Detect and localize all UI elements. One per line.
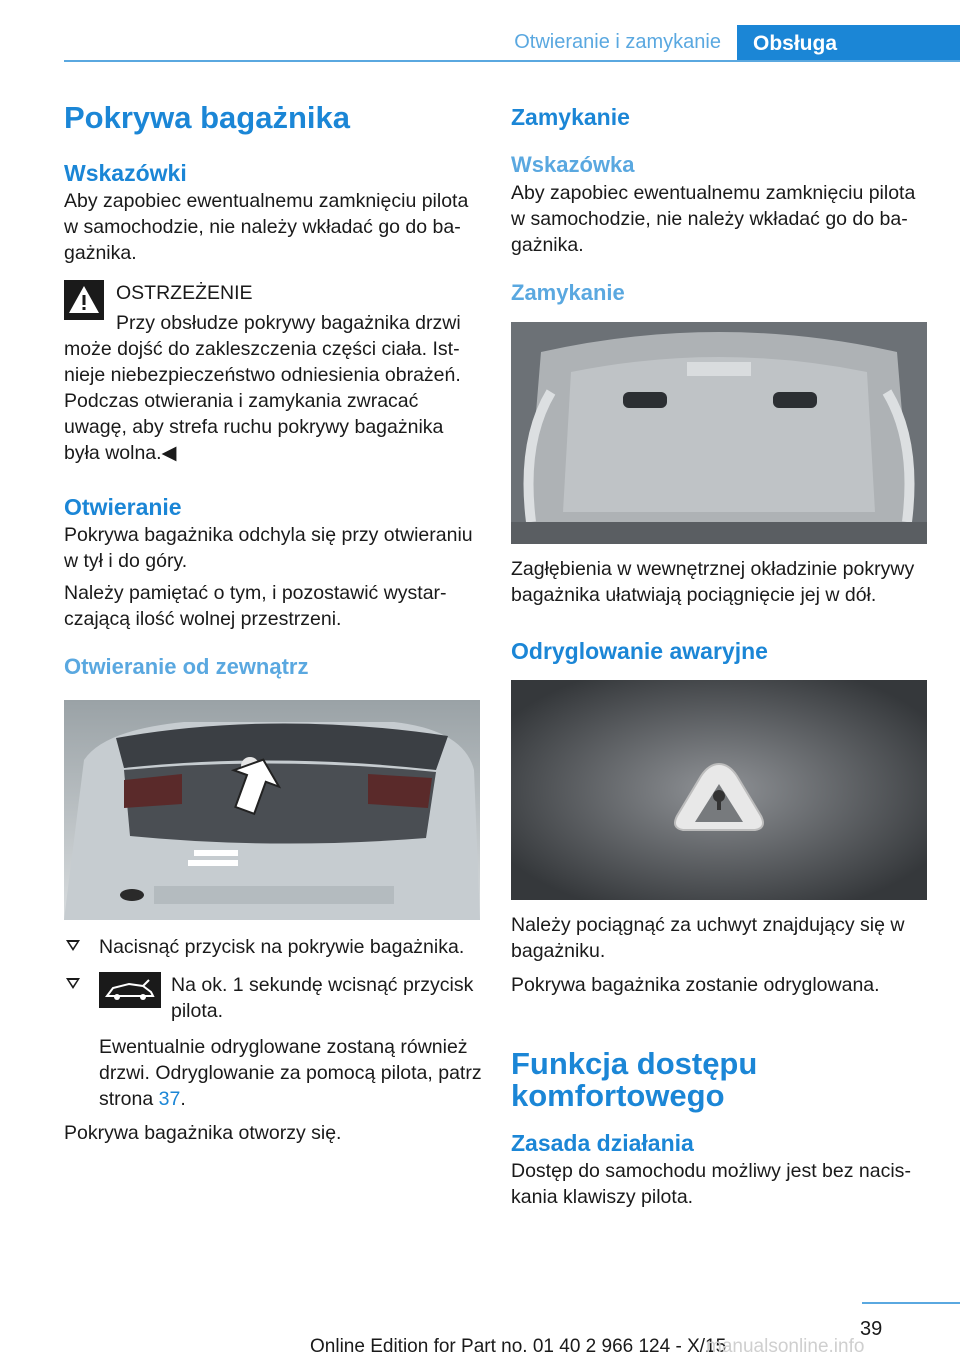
bullet-icon — [66, 940, 80, 951]
closing-sentence: Pokrywa bagażnika otworzy się. — [64, 1122, 342, 1144]
principle-heading: Zasada działania — [511, 1130, 694, 1156]
edition-note: Online Edition for Part no. 01 40 2 966 124 - X/15 — [310, 1336, 727, 1357]
page-title: Pokrywa bagażnika — [64, 100, 351, 135]
bullet-1-text: Nacisnąć przycisk na pokrywie bagażnika. — [99, 936, 465, 958]
comfort-heading: Funkcja dostępu komfortowego — [511, 1046, 758, 1113]
emergency-release-photo — [511, 680, 927, 900]
hints-text: Aby zapobiec ewentualnemu zamknięciu pilota w samochodzie, nie należy wkładać go do bagażnika. — [64, 190, 469, 264]
opening-text-1: Pokrywa bagażnika odchyla się przy otwieraniu w tył i do góry. — [64, 524, 473, 572]
car-key-trunk-icon — [99, 972, 161, 1008]
principle-text: Dostęp do samochodu możliwy jest bez naciskania klawiszy pilota. — [511, 1160, 911, 1208]
header-rule — [64, 60, 960, 62]
outside-heading: Otwieranie od zewnątrz — [64, 654, 309, 679]
closing-sub-heading: Zamykanie — [511, 280, 625, 305]
warning-text: może dojść do zakleszczenia części ciała. Istnieje niebezpieczeństwo odniesienia obrażeń. Podczas otwierania i zamykania zwracać uwagę, aby strefa ruchu pokrywy bagażnika była wolna.◀ — [64, 338, 461, 464]
warning-label: OSTRZEŻENIE — [116, 282, 253, 304]
page-header — [0, 0, 960, 62]
left-column — [64, 98, 482, 1146]
bullet-icon — [66, 978, 80, 989]
bullet-2-subtext: Ewentualnie odryglowane zostaną również drzwi. Odryglowanie za pomocą pilota, patrz strona 37. — [99, 1036, 482, 1110]
closing-heading: Zamykanie — [511, 104, 630, 130]
page-number: 39 — [860, 1318, 883, 1340]
watermark: manualsonline.info — [706, 1336, 865, 1357]
emergency-text-1: Należy pociągnąć za uchwyt znajdujący się w bagażniku. — [511, 914, 905, 962]
hint-heading: Wskazówka — [511, 152, 635, 177]
trunk-outside-photo — [64, 700, 480, 920]
emergency-text-2: Pokrywa bagażnika zostanie odryglowana. — [511, 974, 880, 996]
trunk-lid-inside-photo — [511, 322, 927, 544]
opening-text-2: Należy pamiętać o tym, i pozostawić wystarczającą ilość wolnej przestrzeni. — [64, 582, 447, 630]
warning-icon — [64, 280, 104, 320]
chapter-tab: Obsługa — [737, 25, 960, 62]
hint-text: Aby zapobiec ewentualnemu zamknięciu pilota w samochodzie, nie należy wkładać go do bagażnika. — [511, 182, 916, 256]
hints-heading: Wskazówki — [64, 160, 187, 186]
bullet-2-text: Na ok. 1 sekundę wcisnąć przycisk pilota. — [171, 974, 474, 1022]
footer-rule — [862, 1302, 960, 1304]
list-item — [64, 934, 482, 960]
warning-text-first-line: Przy obsłudze pokrywy bagażnika drzwi — [116, 312, 461, 334]
section-tab: Otwieranie i zamykanie — [514, 31, 721, 53]
warning-block — [64, 280, 482, 336]
page-reference-link[interactable]: 37 — [158, 1088, 181, 1110]
emergency-heading: Odryglowanie awaryjne — [511, 638, 768, 664]
closing-caption: Zagłębienia w wewnętrznej okładzinie pokrywy bagażnika ułatwiają pociągnięcie jej w dół. — [511, 558, 915, 606]
right-column — [511, 102, 929, 1210]
list-item — [64, 972, 482, 1112]
opening-heading: Otwieranie — [64, 494, 182, 520]
